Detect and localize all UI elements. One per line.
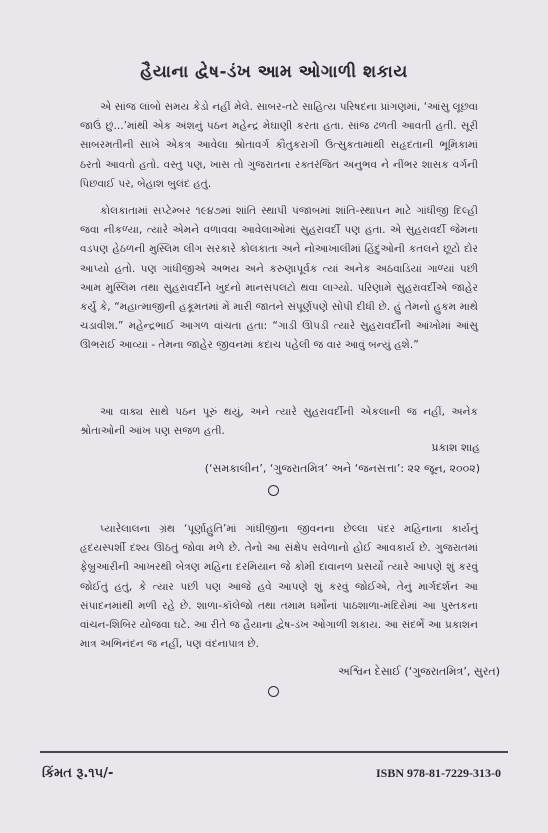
review-2-paragraph — [80, 520, 478, 654]
paragraph-text: પ્યારેલાલના ગ્રંથ ‘પૂર્ણાહુતિ’માં ગાંધીજીના જીવનના છેલ્લા પંદર મહિનાના કાર્યનું હૃદયસ્પર્શી દશ્ય ઊઠતું જોવા મળે છે. તેનો આ સંક્ષેપ સવેળાનો હોઈ આવકાર્ય છે. ગુજરાતમાં ફેબ્રુઆરીની આખરથી બેત્રણ મહિના દરમિયાન જે કોમી દાવાનળ પ્રસર્યો ત્યારે આપણે શું કરવું જોઈતું હતું, કે ત્યાર પછી પણ આજે હવે આપણે શું કરવું જોઈએ, તેનું માર્ગદર્શન આ સંપાદનમાંથી મળી રહે છે. શાળા-કૉલેજો તથા તમામ ધર્મોનાં પાઠશાળા-મંદિરોમાં આ પુસ્તકના વાંચન-શિબિર યોજવા ઘટે. આ રીતે જ હૈયાના દ્વેષ-ડંખ ઓગાળી શકાય. આ સંદર્ભે આ પ્રકાશન માત્ર અભિનંદન જ નહીં, પણ વંદનાપાત્ર છે. — [80, 523, 478, 651]
paragraph-text: એ સાંજ લાંબો સમય કેડો નહીં મેલે. સાબર-તટે સાહિત્ય પરિષદના પ્રાંગણમાં, ‘આંસુ લૂછવા જાઉં છું...’માંથી એક અંશનું પઠન મહેન્દ્ર મેઘાણી કરતા હતા. સાંજ ઢળતી આવતી હતી. સૂરી સાબરમતીની સાખે એકત્ર આવેલા શ્રોતાવર્ગ કૌતુકરાગી ઉત્સુકતામાંથી સહૃદતાની ભૂમિકામાં ઠરતો આવતો હતો. વસ્તુ પણ, ખાસ તો ગુજરાતના રક્તરંજિત અનુભવ ને નીંભર શાસક વર્ગની પિછવાઈ પર, બેહાશ બુલંદ હતું. — [80, 101, 478, 190]
isbn-label: ISBN 978-81-7229-313-0 — [376, 766, 501, 780]
price-label: કિંમત રૂ.૧૫/- — [42, 766, 114, 781]
separator-circle-icon — [268, 686, 279, 697]
review-1-paragraph-3 — [80, 403, 478, 441]
review-2-author: અશ્વિન દેસાઈ (‘ગુજરાતમિત્ર’, સુરત) — [338, 665, 500, 678]
review-1-paragraph-1 — [80, 98, 478, 194]
review-1-source: (‘સમકાલીન’, ‘ગુજરાતમિત્ર’ અને ‘જનસત્તા’: ૨૨ જૂન, ૨૦૦૨) — [204, 462, 480, 475]
review-1-paragraph-2 — [80, 202, 478, 356]
separator-circle-icon — [268, 485, 279, 496]
footer-divider — [40, 751, 508, 753]
review-1-author: પ્રકાશ શાહ — [431, 441, 480, 454]
paragraph-text: આ વાક્ય સાથે પઠન પૂરું થયું, અને ત્યારે સુહરાવર્દીની એકલાની જ નહીં, અનેક શ્રોતાઓની આંખ પણ સજળ હતી. — [80, 406, 478, 438]
paragraph-text: કોલકાતામાં સપ્ટેમ્બર ૧૯૪૭માં શાંતિ સ્થાપી પંજાબમાં શાંતિ-સ્થાપન માટે ગાંધીજી દિલ્હી જવા નીકળ્યા, ત્યારે એમને વળાવવા આવેલાઓમાં સુહરાવર્દી પણ હતા. એ સુહરાવર્દી જેમના વડપણ હેઠળની મુસ્લિમ લીગ સરકારે કોલકાતા અને નોઆખાલીમાં હિંદુઓની કતલને છૂટો દોર આપ્યો હતો. પણ ગાંધીજીએ અભય અને કરુણાપૂર્વક ત્યાં અનેક અઠવાડિયાં ગાળ્યાં પછી આમ મુસ્લિમ તથા સુહરાવર્દીને ખુદનો માનસપલટો થવા લાગ્યો. પરિણામે સુહરાવર્દીએ જાહેર કર્યું કે, “મહાત્માજીની હકૂમતમાં મેં મારી જાતને સંપૂર્ણપણે સોંપી દીધી છે. હું તેમનો હુકમ માથે ચડાવીશ.” મહેન્દ્રભાઈ આગળ વાંચતા હતા: “ગાડી ઊપડી ત્યારે સુહરાવર્દીની આંખોમાં આંસુ ઊભરાઈ આવ્યાં - તેમના જાહેર જીવનમાં કદાચ પહેલી જ વાર આવું બન્યું હશે.” — [80, 205, 478, 352]
page-title: હૈયાના દ્વેષ-ડંખ આમ ઓગાળી શકાય — [140, 62, 408, 82]
